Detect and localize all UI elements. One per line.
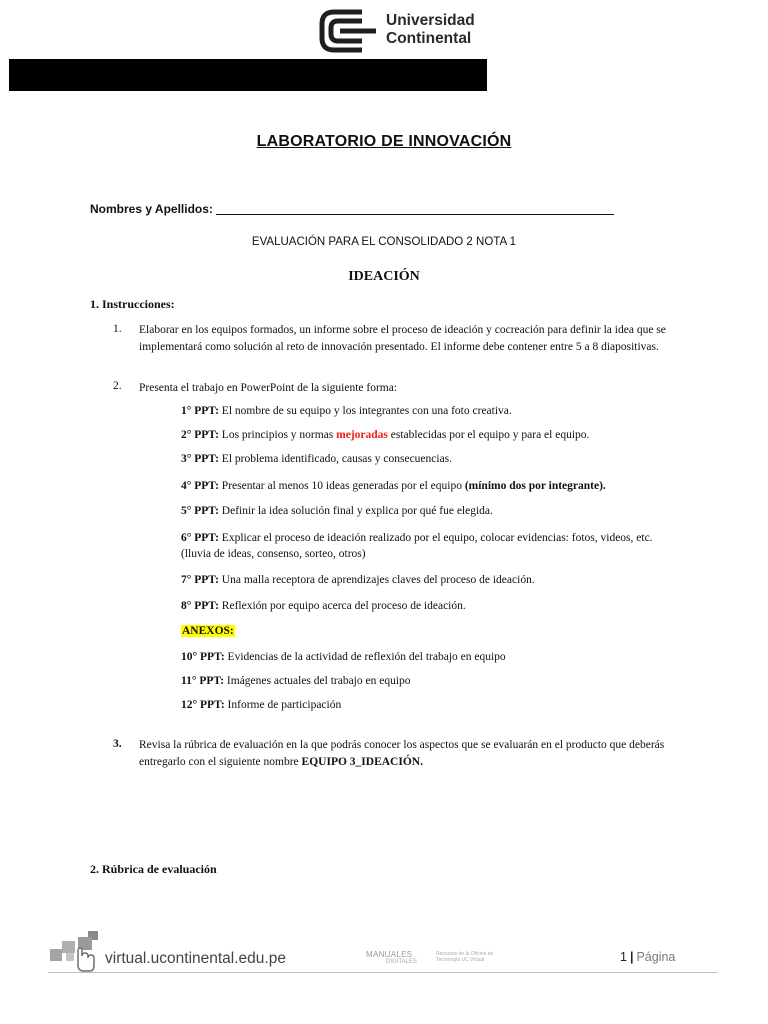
item-3-text	[139, 737, 679, 771]
ppt-highlight-word: mejoradas	[336, 429, 388, 441]
manuales-subtitle: DIGITALES	[386, 959, 417, 965]
ppt-label: 12° PPT:	[181, 699, 225, 711]
ppt-item-4	[181, 478, 681, 494]
university-logo	[318, 8, 478, 56]
name-label: Nombres y Apellidos:	[90, 202, 213, 216]
item-3-filename: EQUIPO 3_IDEACIÓN.	[301, 756, 423, 768]
ppt-text: Presentar al menos 10 ideas generadas por el equipo	[218, 480, 465, 492]
item-1-text: Elaborar en los equipos formados, un informe sobre el proceso de ideación y cocreación para definir la idea que se implementará como solución al reto de innovación presentado. El informe debe contener entre 5 a 8 diapositivas.	[139, 324, 666, 353]
evaluation-heading: EVALUACIÓN PARA EL CONSOLIDADO 2 NOTA 1	[251, 236, 517, 248]
ppt-text: El problema identificado, causas y consecuencias.	[218, 453, 453, 465]
ppt-bold-text: (mínimo dos por integrante).	[464, 480, 606, 492]
ppt-text: Explicar el proceso de ideación realizado por el equipo, colocar evidencias: fotos, videos, etc. (lluvia de ideas, consenso, sorteo, otros)	[181, 532, 653, 560]
redaction-bar	[9, 59, 487, 91]
ppt-text: Evidencias de la actividad de reflexión del trabajo en equipo	[224, 651, 506, 663]
ppt-label: 2° PPT:	[181, 429, 219, 441]
item-3-number: 3.	[113, 738, 122, 750]
ppt-text: Imágenes actuales del trabajo en equipo	[224, 675, 411, 687]
ppt-label: 5° PPT:	[181, 505, 219, 517]
ppt-text: Definir la idea solución final y explica por qué fue elegida.	[218, 505, 493, 517]
ppt-label: 3° PPT:	[181, 453, 219, 465]
ppt-item-1	[181, 403, 681, 419]
ppt-label: 8° PPT:	[181, 600, 219, 612]
brand-line-2: Continental	[386, 30, 472, 47]
section-instructions-heading: 1. Instrucciones:	[90, 297, 175, 311]
manuales-note: Recursos de la Oficina de Tecnología UC Virtual	[436, 951, 494, 963]
ppt-text: El nombre de su equipo y los integrantes con una foto creativa.	[218, 405, 512, 417]
item-2-number: 2.	[113, 380, 122, 392]
ppt-label: 6° PPT:	[181, 532, 219, 544]
ppt-item-2	[181, 427, 681, 443]
footer-divider	[48, 972, 718, 973]
ppt-item-7	[181, 572, 681, 588]
ppt-label: 7° PPT:	[181, 574, 219, 586]
manuales-title: MANUALES	[366, 950, 413, 959]
section-rubric-heading: 2. Rúbrica de evaluación	[90, 862, 217, 876]
ppt-label: 11° PPT:	[181, 675, 225, 687]
ppt-item-5	[181, 503, 681, 519]
item-1-number: 1.	[113, 323, 122, 335]
page-word: Página	[636, 950, 676, 964]
item-2-text: Presenta el trabajo en PowerPoint de la siguiente forma:	[139, 382, 398, 394]
ppt-label: 1° PPT:	[181, 405, 219, 417]
name-field-line	[90, 202, 630, 216]
ppt-text: Informe de participación	[224, 699, 342, 711]
ppt-item-8	[181, 598, 681, 614]
annexes-label: ANEXOS:	[182, 625, 234, 637]
page-number-value: 1	[620, 950, 627, 964]
virtual-campus-icon	[48, 931, 102, 975]
document-title: LABORATORIO DE INNOVACIÓN	[256, 133, 512, 150]
ppt-text: Reflexión por equipo acerca del proceso de ideación.	[218, 600, 466, 612]
ppt-item-11	[181, 673, 681, 689]
ppt-item-3	[181, 451, 681, 467]
continental-logo-icon	[318, 8, 380, 54]
page-number	[620, 950, 675, 964]
page-separator: |	[629, 950, 634, 964]
footer-url: virtual.ucontinental.edu.pe	[105, 950, 286, 967]
ppt-item-10	[181, 649, 681, 665]
ppt-text: establecidas por el equipo y para el equipo.	[387, 429, 590, 441]
ppt-text-pre: Los principios y normas	[218, 429, 337, 441]
ppt-item-6	[181, 530, 681, 562]
brand-name	[386, 12, 475, 48]
name-blank-line	[216, 214, 614, 215]
manuales-digitales-logo	[366, 950, 506, 972]
ppt-text: Una malla receptora de aprendizajes claves del proceso de ideación.	[218, 574, 535, 586]
ppt-label: 10° PPT:	[181, 651, 225, 663]
ppt-item-12	[181, 697, 681, 713]
ppt-label: 4° PPT:	[181, 480, 219, 492]
brand-line-1: Universidad	[386, 12, 475, 29]
item-3-body: Revisa la rúbrica de evaluación en la que podrás conocer los aspectos que se evaluarán en el producto que deberás entregarlo con el siguiente nombre	[139, 739, 665, 768]
main-heading: IDEACIÓN	[348, 269, 420, 284]
